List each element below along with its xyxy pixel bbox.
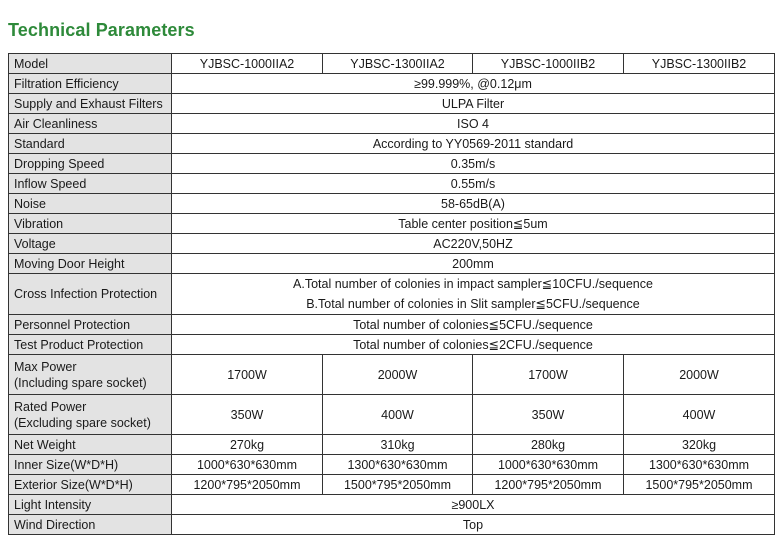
- row-value: 2000W: [323, 355, 473, 395]
- row-value: [172, 274, 775, 315]
- table-row: [9, 134, 775, 154]
- row-value: 1200*795*2050mm: [172, 475, 323, 495]
- row-label: Net Weight: [9, 435, 172, 455]
- row-value: 350W: [473, 395, 624, 435]
- table-row: [9, 435, 775, 455]
- row-label: Test Product Protection: [9, 335, 172, 355]
- model-cell: YJBSC-1000IIA2: [172, 54, 323, 74]
- row-value: 1300*630*630mm: [323, 455, 473, 475]
- row-value: ≥99.999%, @0.12μm: [172, 74, 775, 94]
- table-row: [9, 355, 775, 395]
- cross-line-b: B.Total number of colonies in Slit sampler≦5CFU./sequence: [306, 297, 640, 311]
- table-row: [9, 495, 775, 515]
- row-label: [9, 355, 172, 395]
- row-label: Light Intensity: [9, 495, 172, 515]
- row-label: Dropping Speed: [9, 154, 172, 174]
- row-value: ≥900LX: [172, 495, 775, 515]
- row-label: Personnel Protection: [9, 315, 172, 335]
- row-value: 270kg: [172, 435, 323, 455]
- table-row: [9, 335, 775, 355]
- row-value: 310kg: [323, 435, 473, 455]
- row-label: Supply and Exhaust Filters: [9, 94, 172, 114]
- table-row: [9, 254, 775, 274]
- row-value: 0.55m/s: [172, 174, 775, 194]
- row-value: 1700W: [172, 355, 323, 395]
- model-cell: YJBSC-1300IIA2: [323, 54, 473, 74]
- row-value: 0.35m/s: [172, 154, 775, 174]
- row-label: Air Cleanliness: [9, 114, 172, 134]
- cross-line-a: A.Total number of colonies in impact sampler≦10CFU./sequence: [293, 277, 653, 291]
- table-row: [9, 54, 775, 74]
- row-value: 320kg: [624, 435, 775, 455]
- row-value: Table center position≦5um: [172, 214, 775, 234]
- row-value: AC220V,50HZ: [172, 234, 775, 254]
- model-cell: YJBSC-1300IIB2: [624, 54, 775, 74]
- table-row: [9, 315, 775, 335]
- table-row: [9, 274, 775, 315]
- row-label: Voltage: [9, 234, 172, 254]
- row-label: Inner Size(W*D*H): [9, 455, 172, 475]
- page-title: Technical Parameters: [8, 20, 195, 40]
- row-value: 400W: [624, 395, 775, 435]
- row-label: Wind Direction: [9, 515, 172, 535]
- table-row: [9, 94, 775, 114]
- table-row: [9, 154, 775, 174]
- row-value: 2000W: [624, 355, 775, 395]
- row-value: ISO 4: [172, 114, 775, 134]
- row-label: Filtration Efficiency: [9, 74, 172, 94]
- row-value: Total number of colonies≦2CFU./sequence: [172, 335, 775, 355]
- row-value: 200mm: [172, 254, 775, 274]
- row-value: 1500*795*2050mm: [323, 475, 473, 495]
- table-row: [9, 515, 775, 535]
- row-value: 400W: [323, 395, 473, 435]
- row-label: Model: [9, 54, 172, 74]
- row-value: ULPA Filter: [172, 94, 775, 114]
- row-value: 1000*630*630mm: [172, 455, 323, 475]
- row-label: Standard: [9, 134, 172, 154]
- table-row: [9, 114, 775, 134]
- row-label: Exterior Size(W*D*H): [9, 475, 172, 495]
- row-value: 1500*795*2050mm: [624, 475, 775, 495]
- row-label-line: Rated Power: [14, 399, 87, 414]
- table-row: [9, 455, 775, 475]
- table-row: [9, 234, 775, 254]
- table-row: [9, 475, 775, 495]
- table-row: [9, 194, 775, 214]
- row-label: Inflow Speed: [9, 174, 172, 194]
- table-row: [9, 174, 775, 194]
- row-value: 1700W: [473, 355, 624, 395]
- technical-parameters-table: [8, 53, 775, 535]
- row-label-line: Max Power: [14, 359, 77, 374]
- row-value: 1000*630*630mm: [473, 455, 624, 475]
- row-value: 1300*630*630mm: [624, 455, 775, 475]
- model-cell: YJBSC-1000IIB2: [473, 54, 624, 74]
- row-label: Vibration: [9, 214, 172, 234]
- row-value: 350W: [172, 395, 323, 435]
- row-value: Top: [172, 515, 775, 535]
- row-value: 58-65dB(A): [172, 194, 775, 214]
- table-row: [9, 74, 775, 94]
- row-value: 280kg: [473, 435, 624, 455]
- row-label: [9, 395, 172, 435]
- row-label: Cross Infection Protection: [9, 274, 172, 315]
- row-value: Total number of colonies≦5CFU./sequence: [172, 315, 775, 335]
- table-row: [9, 395, 775, 435]
- row-value: 1200*795*2050mm: [473, 475, 624, 495]
- row-value: According to YY0569-2011 standard: [172, 134, 775, 154]
- row-label-line: (Excluding spare socket): [14, 415, 151, 430]
- table-row: [9, 214, 775, 234]
- row-label: Moving Door Height: [9, 254, 172, 274]
- row-label: Noise: [9, 194, 172, 214]
- row-label-line: (Including spare socket): [14, 375, 147, 390]
